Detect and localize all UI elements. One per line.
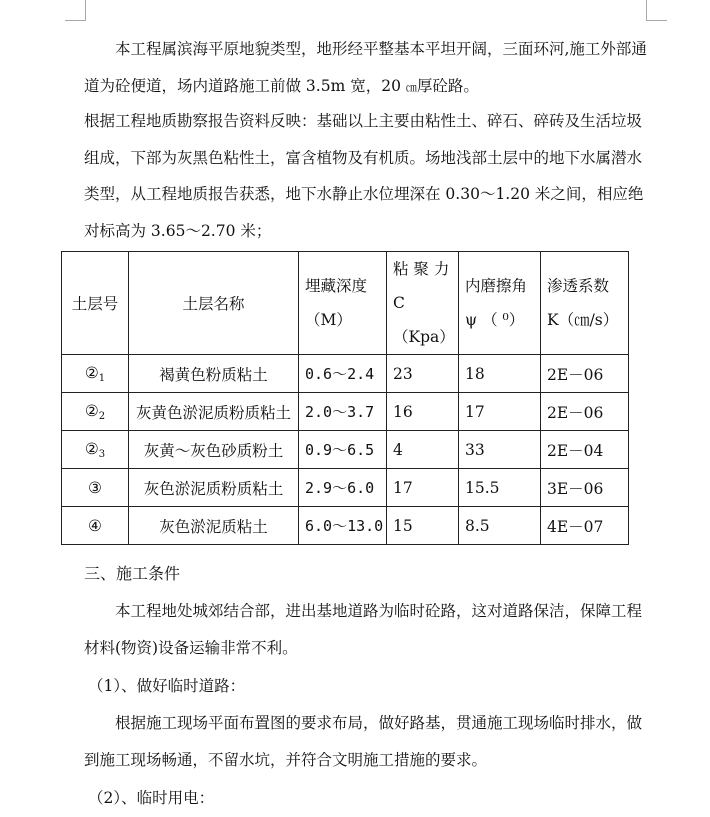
header-depth (299, 252, 387, 355)
cell-layer-name: 褐黄色粉质粘土 (129, 355, 299, 393)
cell-permeability: 2E－06 (541, 393, 629, 431)
unit-cm: ㎝ (405, 80, 417, 94)
soil-layer-table (61, 251, 629, 545)
table-row (62, 355, 629, 393)
cell-cohesion: 17 (387, 469, 459, 507)
cell-layer-name: 灰黄色淤泥质粉质粘土 (129, 393, 299, 431)
layer-no-main: ② (84, 401, 99, 420)
cell-layer-no (62, 393, 129, 431)
header-cohesion-label: 粘 聚 力 (393, 260, 450, 278)
cell-friction: 8.5 (459, 507, 541, 545)
cell-depth: 0.9～6.5 (299, 431, 387, 469)
paragraph-access-road: 本工程地处城郊结合部，进出基地道路为临时砼路，这对道路保洁，保障工程材料(物资)设备运输非常不利。 (84, 602, 643, 657)
paragraph-geology: 根据工程地质勘察报告资料反映：基础以上主要由粘性土、碎石、碎砖及生活垃圾组成，下部为灰黑色粘性土，富含植物及有机质。场地浅部土层中的地下水属潜水类型，从工程地质报告获悉，地下水静止水位埋深在 0.30～1.20 米之间，相应绝对标高为 3.65～2.70 米； (84, 112, 644, 240)
table-row (62, 431, 629, 469)
table-row (62, 507, 629, 545)
cell-layer-name: 灰色淤泥质粘土 (129, 507, 299, 545)
header-permeability-label: 渗透系数 (547, 277, 610, 295)
cell-friction: 18 (459, 355, 541, 393)
header-friction-label: 内磨擦角 (465, 277, 528, 295)
list-item-temporary-power: （2）、临时用电： (88, 789, 215, 807)
list-item-temporary-road: （1）、做好临时道路： (88, 677, 246, 695)
cell-layer-name: 灰黄～灰色砂质粉土 (129, 431, 299, 469)
layer-no-main: ② (84, 439, 99, 458)
section-heading: 三、施工条件 (84, 564, 181, 583)
header-friction (459, 252, 541, 355)
cell-depth: 2.0～3.7 (299, 393, 387, 431)
cell-cohesion: 23 (387, 355, 459, 393)
cell-cohesion: 15 (387, 507, 459, 545)
cell-layer-no (62, 355, 129, 393)
cell-permeability: 3E－06 (541, 469, 629, 507)
cell-permeability: 2E－04 (541, 431, 629, 469)
header-permeability (541, 252, 629, 355)
cell-layer-no (62, 469, 129, 507)
header-layer-name: 土层名称 (129, 252, 299, 355)
cell-friction: 15.5 (459, 469, 541, 507)
layer-no-sub: 3 (98, 448, 106, 460)
header-cohesion-unit: C（Kpa） (393, 294, 455, 346)
page-corner-mark-right (646, 0, 667, 21)
cell-cohesion: 4 (387, 431, 459, 469)
header-permeability-unit: K（㎝/s） (547, 311, 619, 329)
cell-layer-no (62, 431, 129, 469)
table-header-row (62, 252, 629, 355)
cell-layer-no (62, 507, 129, 545)
header-depth-unit: （M） (305, 311, 352, 329)
paragraph-tail: 厚砼路。 (416, 76, 479, 95)
cell-permeability: 2E－06 (541, 355, 629, 393)
header-cohesion (387, 252, 459, 355)
header-depth-label: 埋藏深度 (305, 277, 368, 295)
cell-permeability: 4E－07 (541, 507, 629, 545)
header-friction-unit: ψ （ ⁰） (465, 311, 525, 329)
cell-depth: 0.6～2.4 (299, 355, 387, 393)
table-row (62, 393, 629, 431)
layer-no-main: ④ (88, 516, 102, 535)
header-layer-no: 土层号 (62, 252, 129, 355)
table-row (62, 469, 629, 507)
paragraph-road-requirements: 根据施工现场平面布置图的要求布局，做好路基，贯通施工现场临时排水，做到施工现场畅通，不留水坑，并符合文明施工措施的要求。 (84, 714, 643, 769)
cell-layer-name: 灰色淤泥质粉质粘土 (129, 469, 299, 507)
layer-no-main: ③ (88, 478, 102, 497)
layer-no-sub: 1 (98, 372, 106, 384)
layer-no-main: ② (84, 363, 99, 382)
paragraph-text: 本工程属滨海平原地貌类型，地形经平整基本平坦开阔，三面环河,施工外部通道为砼便道，场内道路施工前做 3.5m 宽，20 (84, 40, 647, 95)
page-corner-mark-left (65, 0, 86, 21)
cell-friction: 33 (459, 431, 541, 469)
cell-depth: 2.9～6.0 (299, 469, 387, 507)
paragraph-site-terrain (84, 31, 650, 106)
cell-cohesion: 16 (387, 393, 459, 431)
cell-friction: 17 (459, 393, 541, 431)
cell-depth: 6.0～13.0 (299, 507, 387, 545)
layer-no-sub: 2 (98, 410, 106, 422)
